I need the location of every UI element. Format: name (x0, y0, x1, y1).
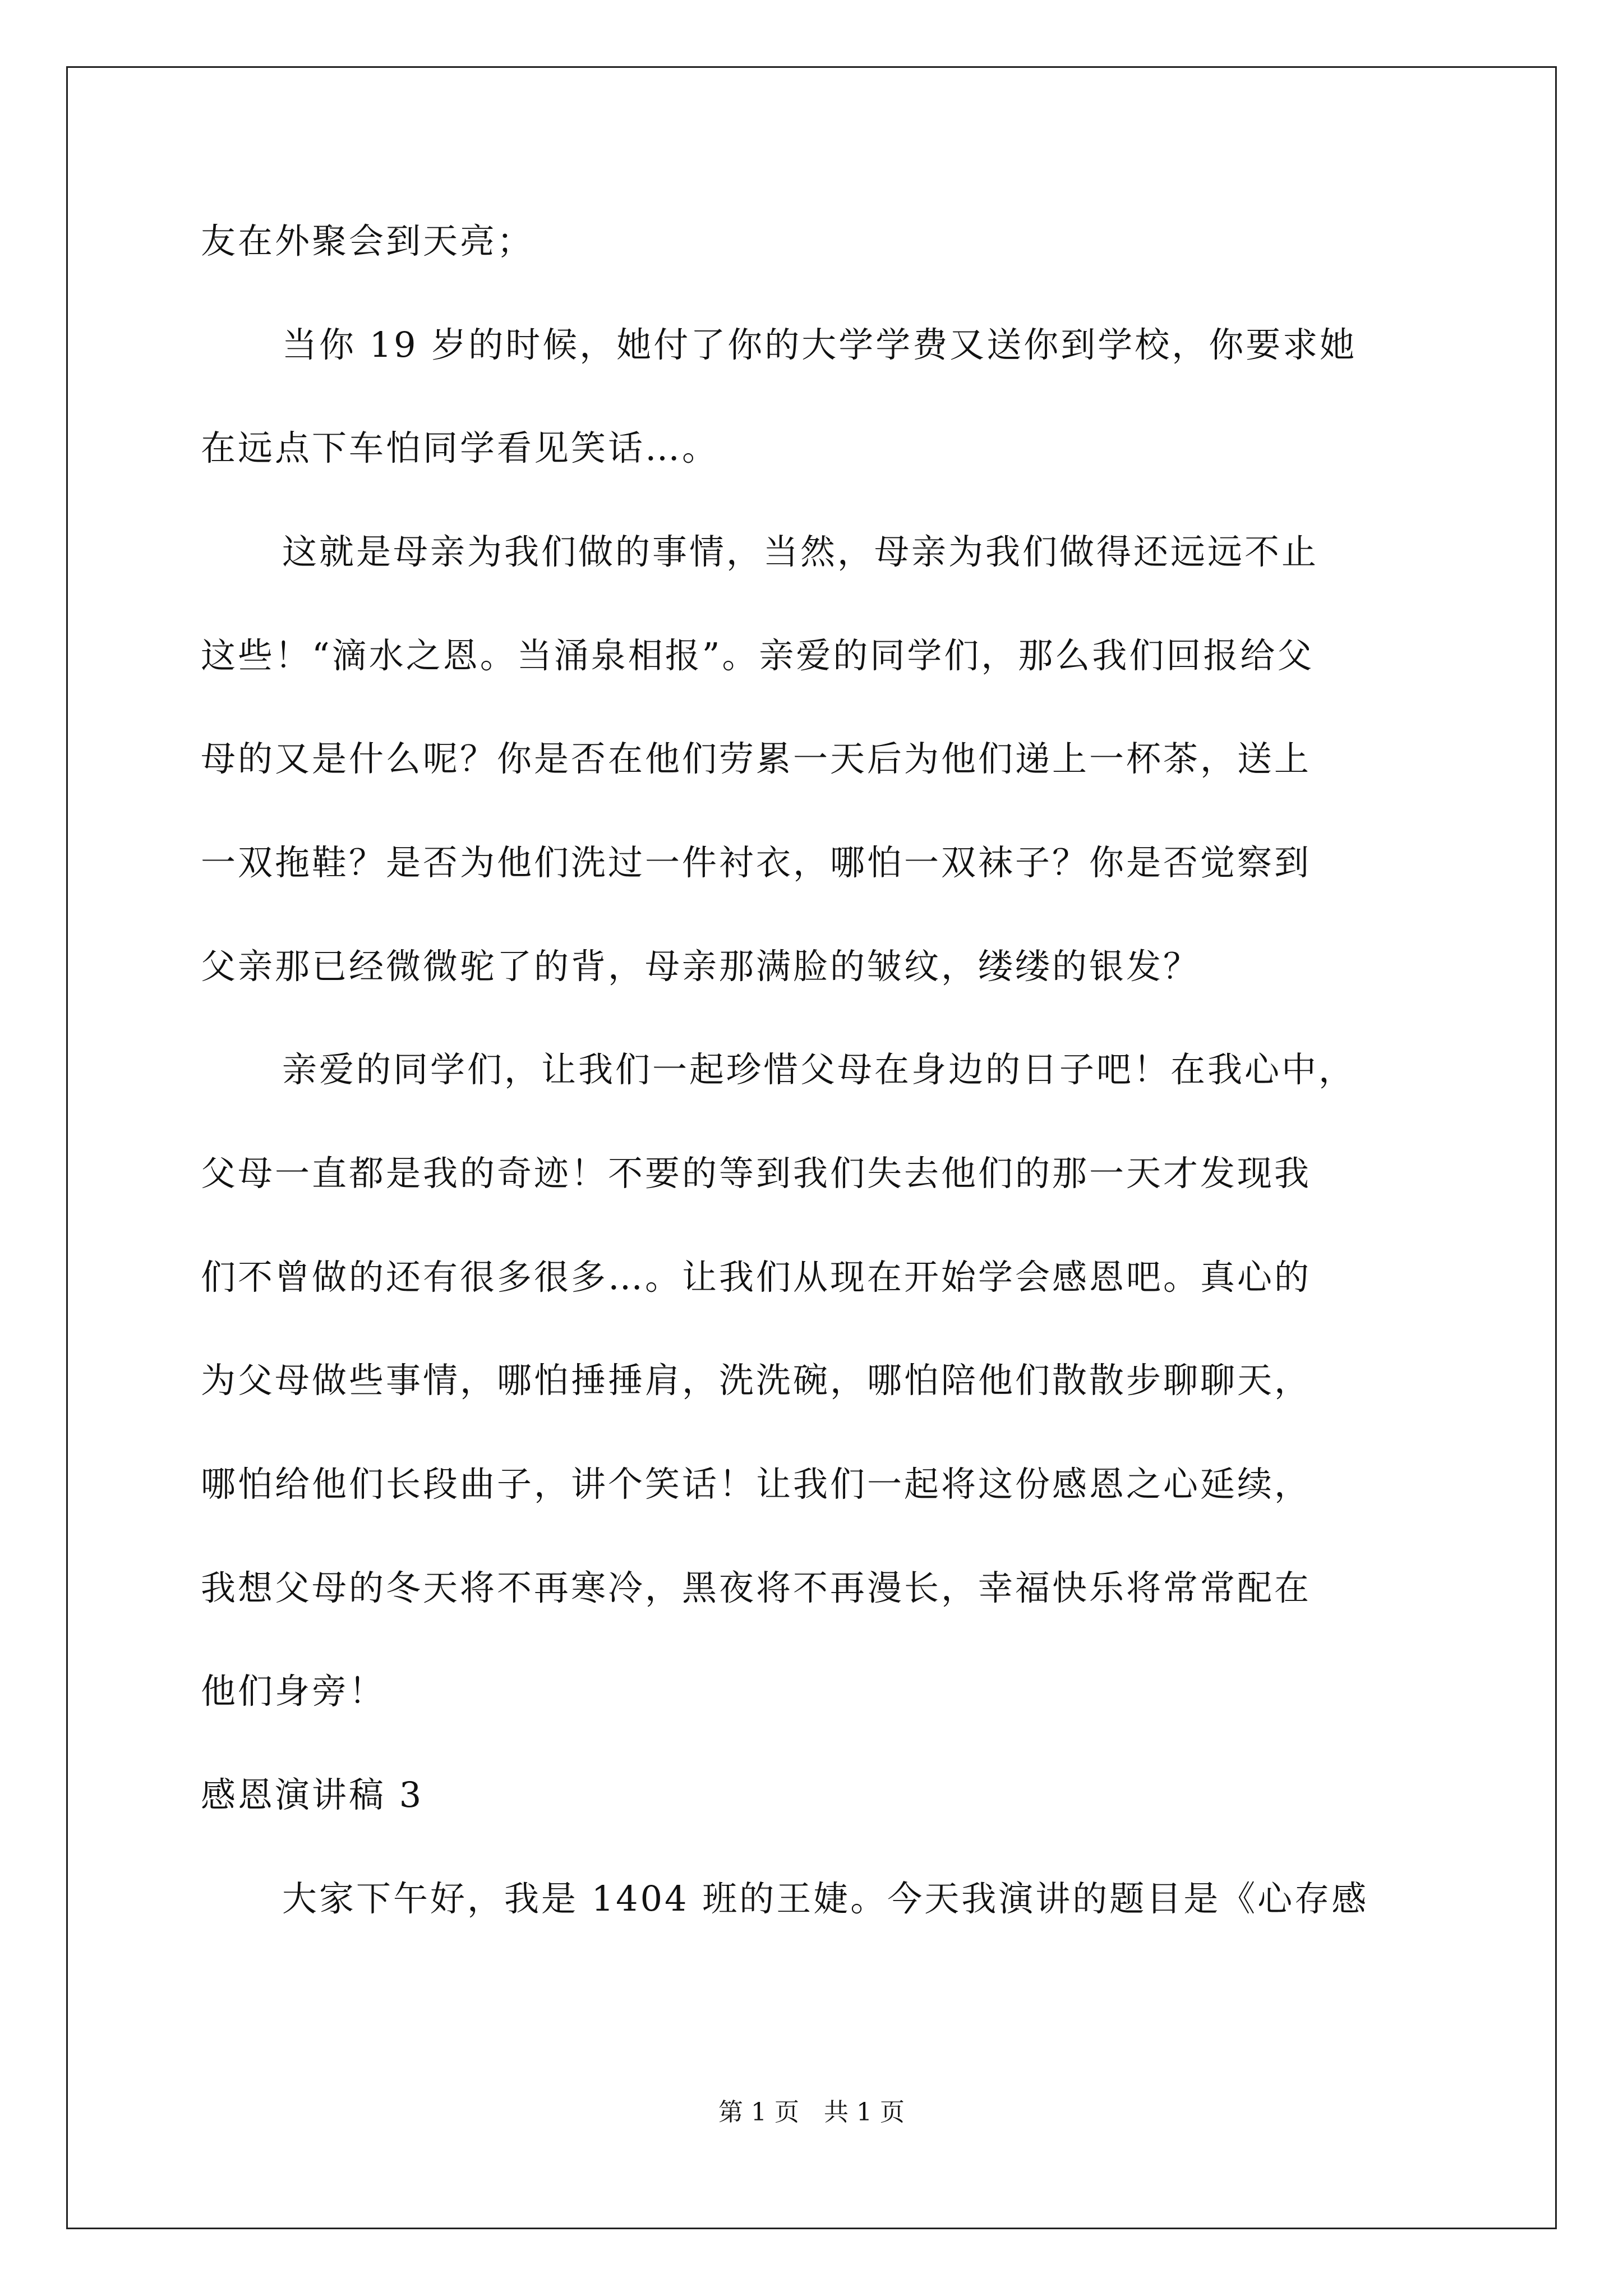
text-line: 母的又是什么呢？你是否在他们劳累一天后为他们递上一杯茶，送上 (201, 738, 1312, 779)
text-line: 一双拖鞋？是否为他们洗过一件衬衣，哪怕一双袜子？你是否觉察到 (201, 842, 1312, 883)
page-number-footer: 第 1 页 共 1 页 (718, 2098, 905, 2127)
paragraph-first-line: 这就是母亲为我们做的事情，当然，母亲为我们做得还远远不止 (282, 531, 1319, 572)
text-line: 父亲那已经微微驼了的背，母亲那满脸的皱纹，缕缕的银发？ (201, 946, 1201, 987)
paragraph-first-line: 大家下午好，我是 1404 班的王婕。今天我演讲的题目是《心存感 (282, 1878, 1369, 1919)
paragraph-first-line: 当你 19 岁的时候，她付了你的大学学费又送你到学校，你要求她 (282, 324, 1357, 365)
section-heading: 感恩演讲稿 3 (201, 1774, 424, 1815)
text-line: 他们身旁！ (201, 1671, 386, 1711)
text-line: 友在外聚会到天亮； (201, 220, 534, 261)
paragraph-first-line: 亲爱的同学们，让我们一起珍惜父母在身边的日子吧！在我心中， (282, 1049, 1356, 1090)
text-line: 哪怕给他们长段曲子，讲个笑话！让我们一起将这份感恩之心延续， (201, 1464, 1312, 1504)
text-line: 们不曾做的还有很多很多…。让我们从现在开始学会感恩吧。真心的 (201, 1257, 1312, 1297)
text-line: 我想父母的冬天将不再寒冷，黑夜将不再漫长，幸福快乐将常常配在 (201, 1567, 1312, 1608)
text-line: 父母一直都是我的奇迹！不要的等到我们失去他们的那一天才发现我 (201, 1153, 1312, 1194)
text-line: 为父母做些事情，哪怕捶捶肩，洗洗碗，哪怕陪他们散散步聊聊天， (201, 1360, 1312, 1401)
text-line: 这些！“滴水之恩。当涌泉相报”。亲爱的同学们，那么我们回报给父 (201, 635, 1315, 676)
text-line: 在远点下车怕同学看见笑话…。 (201, 427, 720, 468)
